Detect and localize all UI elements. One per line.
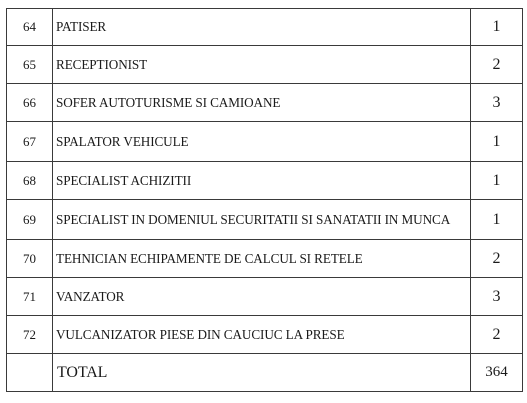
position-count: 2 bbox=[471, 240, 523, 278]
row-number: 66 bbox=[7, 84, 53, 122]
table-row bbox=[7, 316, 523, 354]
occupation-name: SPECIALIST ACHIZITII bbox=[53, 162, 471, 200]
table-row bbox=[7, 240, 523, 278]
row-number: 65 bbox=[7, 46, 53, 84]
row-number: 72 bbox=[7, 316, 53, 354]
position-count: 1 bbox=[471, 200, 523, 240]
occupation-name: SOFER AUTOTURISME SI CAMIOANE bbox=[53, 84, 471, 122]
table-row bbox=[7, 9, 523, 46]
table-row bbox=[7, 162, 523, 200]
table-row bbox=[7, 200, 523, 240]
occupation-name: VANZATOR bbox=[53, 278, 471, 316]
row-number: 70 bbox=[7, 240, 53, 278]
position-count: 2 bbox=[471, 46, 523, 84]
row-number: 68 bbox=[7, 162, 53, 200]
occupation-name: PATISER bbox=[53, 9, 471, 46]
table-row bbox=[7, 46, 523, 84]
total-number-cell bbox=[7, 354, 53, 392]
total-label: TOTAL bbox=[53, 354, 471, 392]
positions-table bbox=[6, 8, 523, 392]
position-count: 2 bbox=[471, 316, 523, 354]
row-number: 67 bbox=[7, 122, 53, 162]
position-count: 1 bbox=[471, 9, 523, 46]
row-number: 64 bbox=[7, 9, 53, 46]
table-row bbox=[7, 122, 523, 162]
occupation-name: RECEPTIONIST bbox=[53, 46, 471, 84]
total-row bbox=[7, 354, 523, 392]
table-row bbox=[7, 278, 523, 316]
row-number: 69 bbox=[7, 200, 53, 240]
position-count: 3 bbox=[471, 84, 523, 122]
occupation-name: SPALATOR VEHICULE bbox=[53, 122, 471, 162]
total-count: 364 bbox=[471, 354, 523, 392]
occupation-name: VULCANIZATOR PIESE DIN CAUCIUC LA PRESE bbox=[53, 316, 471, 354]
table-row bbox=[7, 84, 523, 122]
position-count: 3 bbox=[471, 278, 523, 316]
row-number: 71 bbox=[7, 278, 53, 316]
position-count: 1 bbox=[471, 122, 523, 162]
occupation-name: TEHNICIAN ECHIPAMENTE DE CALCUL SI RETELE bbox=[53, 240, 471, 278]
occupation-name: SPECIALIST IN DOMENIUL SECURITATII SI SANATATII IN MUNCA bbox=[53, 200, 471, 240]
position-count: 1 bbox=[471, 162, 523, 200]
